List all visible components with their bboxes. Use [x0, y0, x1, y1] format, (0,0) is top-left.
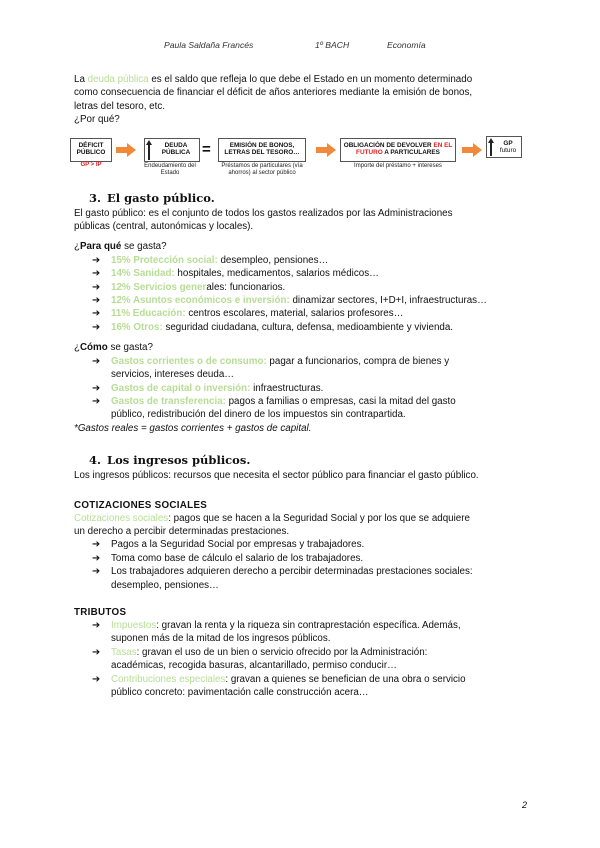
- subject-label: Economía: [387, 40, 426, 50]
- list-item: ➔ 12% Asuntos económicos e inversión: dinamizar sectores, I+D+I, infraestructuras…: [92, 295, 487, 307]
- box-obligacion-caption: Importe del préstamo + intereses: [354, 162, 442, 169]
- arrow-right-icon: [462, 143, 482, 157]
- page-content: [74, 73, 540, 699]
- arrow-right-icon: [316, 143, 336, 157]
- box-obligacion: OBLIGACIÓN DE DEVOLVER EN EL FUTURO A PARTICULARES: [340, 138, 456, 162]
- box-deuda-caption: Endeudamiento del Estado: [144, 162, 196, 176]
- list-item: ➔ Toma como base de cálculo el salario de los trabajadores.: [92, 552, 364, 564]
- list-item: ➔ 12% Servicios generales: funcionarios.: [92, 281, 286, 293]
- course-label: 1º BACH: [315, 40, 350, 50]
- arrow-up-icon: [488, 138, 494, 156]
- section-3-heading: 3. El gasto público.: [89, 190, 215, 205]
- box-emision-caption: Préstamos de particulares (vía ahorros) al sector público: [221, 162, 303, 176]
- gastos-reales-note: *Gastos reales = gastos corrientes + gastos de capital.: [74, 422, 312, 434]
- box-deficit-caption: GP > IP: [80, 161, 102, 168]
- cotizaciones-line-2: un derecho a percibir determinadas prestaciones.: [74, 525, 290, 537]
- question-para-que: ¿Para qué se gasta?: [74, 241, 167, 253]
- list-item: ➔ 16% Otros: seguridad ciudadana, cultura, defensa, medioambiente y vivienda.: [92, 321, 454, 333]
- list-item: ➔ 15% Protección social: desempleo, pensiones…: [92, 254, 329, 266]
- page-number: 2: [522, 800, 528, 810]
- author-name: Paula Saldaña Francés: [164, 40, 254, 50]
- box-emision: EMISIÓN DE BONOS, LETRAS DEL TESORO…: [218, 138, 306, 162]
- tributos-list: [74, 619, 540, 699]
- arrow-up-icon: [146, 140, 152, 160]
- list-item: ➔ Pagos a la Seguridad Social por empresas y trabajadores.: [92, 539, 365, 551]
- para-que-list: [74, 254, 540, 334]
- cotizaciones-line-1: Cotizaciones sociales: pagos que se hacen a la Seguridad Social y por los que se adquiere: [74, 512, 470, 524]
- cotizaciones-list: [74, 538, 540, 592]
- question-por-que: ¿Por qué?: [74, 114, 120, 126]
- arrow-right-icon: [116, 143, 136, 157]
- intro-line-3: letras del tesoro, etc.: [74, 100, 165, 112]
- como-list: [74, 355, 540, 422]
- list-item: ➔ Gastos de capital o inversión: infraestructuras.: [92, 382, 324, 394]
- intro-line-2: como consecuencia de financiar el déficit de años anteriores mediante la emisión de bonos,: [74, 87, 473, 99]
- intro-line-1: La deuda pública es el saldo que refleja lo que debe el Estado en un momento determinado: [74, 74, 473, 85]
- gasto-def-line-1: El gasto público: es el conjunto de todos los gastos realizados por las Administraciones: [74, 207, 453, 219]
- gasto-def-line-2: públicas (central, autonómicas y locales).: [74, 221, 254, 233]
- list-item: ➔ Los trabajadores adquieren derecho a percibir determinadas prestaciones sociales: desempleo, pensiones…: [92, 566, 473, 591]
- deuda-diagram: [74, 130, 540, 180]
- box-deuda: DEUDA PÚBLICA: [144, 138, 200, 162]
- box-gp-futuro: GP futuro: [486, 136, 522, 158]
- list-item: ➔ Impuestos: gravan la renta y la riqueza sin contraprestación específica. Además, suponen más de la mitad de los ingresos públicos.: [92, 619, 461, 645]
- list-item: ➔ 14% Sanidad: hospitales, medicamentos, salarios médicos…: [92, 268, 379, 280]
- list-item: ➔ 11% Educación: centros escolares, material, salarios profesores…: [92, 308, 404, 320]
- tributos-heading: TRIBUTOS: [74, 606, 127, 618]
- list-item: ➔ Contribuciones especiales: gravan a quienes se benefician de una obra o servicio público concreto: pavimentación calle construcción acera…: [92, 673, 466, 698]
- box-deficit: DÉFICIT PÚBLICO: [70, 138, 112, 162]
- list-item: ➔ Gastos corrientes o de consumo: pagar a funcionarios, compra de bienes y servicios, intereses deuda…: [92, 355, 450, 381]
- list-item: ➔ Tasas: gravan el uso de un bien o servicio ofrecido por la Administración: académicas, recogida basuras, alcantarillado, permiso conducir…: [92, 646, 428, 672]
- list-item: ➔ Gastos de transferencia: pagos a familias o empresas, casi la mitad del gasto público, redistribución del dinero de los impuestos sin contrapartida.: [92, 395, 456, 421]
- equals-sign: =: [202, 140, 211, 158]
- cotizaciones-heading: COTIZACIONES SOCIALES: [74, 499, 208, 511]
- ingresos-def: Los ingresos públicos: recursos que necesita el sector público para financiar el gasto público.: [74, 470, 479, 482]
- section-4-heading: 4. Los ingresos públicos.: [89, 453, 251, 468]
- question-como: ¿Cómo se gasta?: [74, 342, 153, 354]
- term-deuda-publica: deuda pública: [87, 74, 149, 85]
